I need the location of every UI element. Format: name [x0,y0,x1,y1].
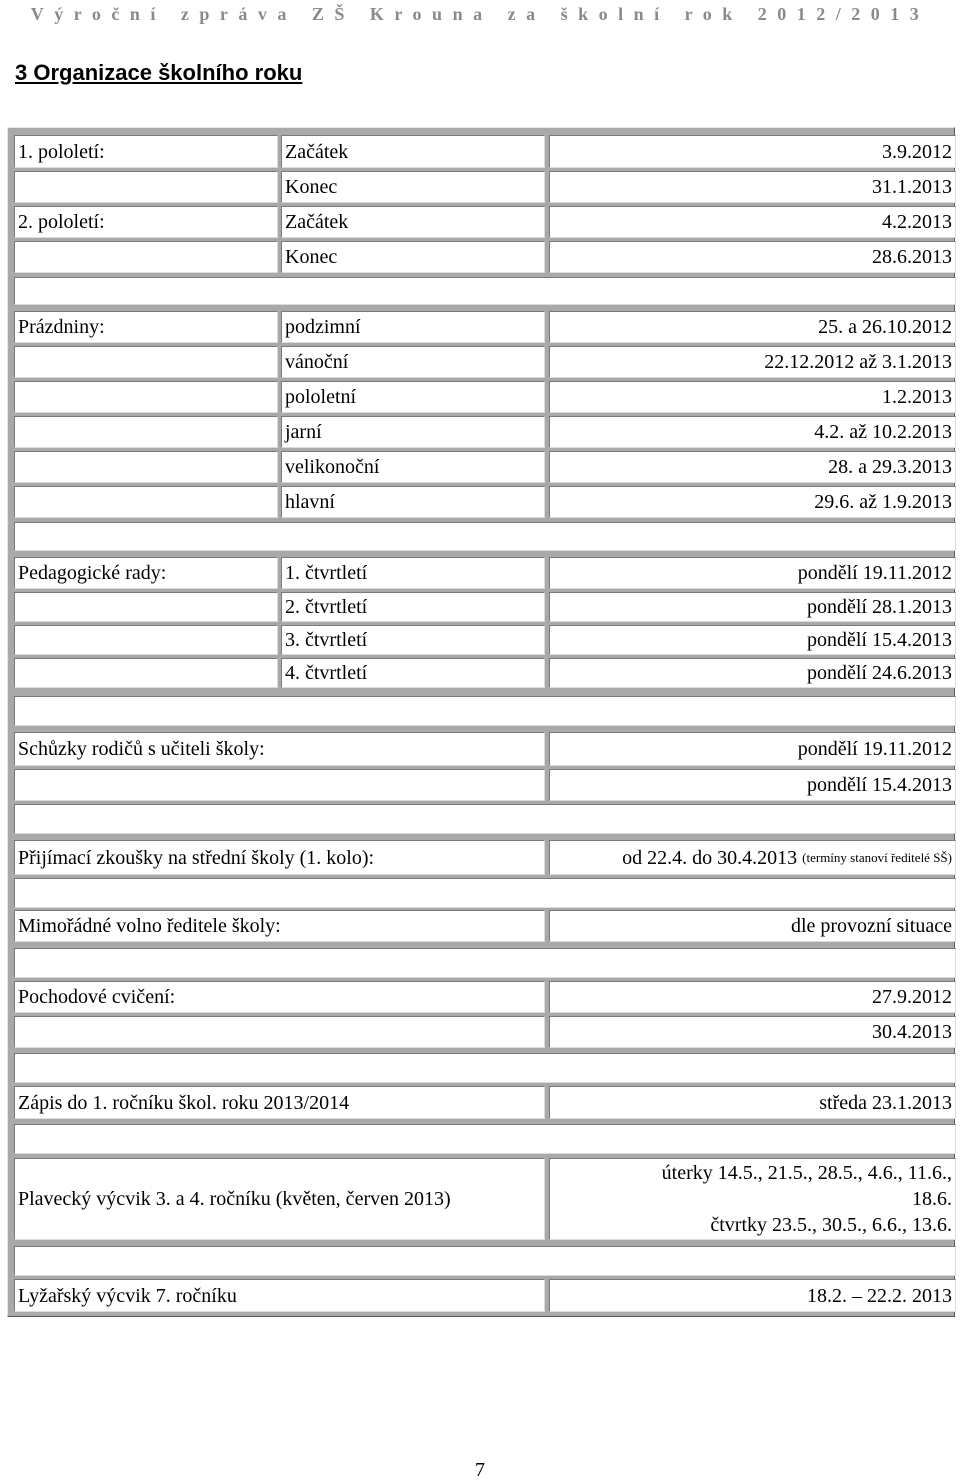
plavecky-line-1: úterky 14.5., 21.5., 28.5., 4.6., 11.6., [661,1162,952,1184]
spacer-row [14,696,956,726]
pololeti-1-zacatek: Začátek [281,135,545,168]
prijimaci-note: (termíny stanoví ředitelé SŠ) [802,849,952,865]
empty-cell [14,486,278,518]
empty-cell [14,769,545,801]
prazdniny-hlavni: hlavní [281,486,545,518]
label-pochodove-cviceni: Pochodové cvičení: [14,981,545,1013]
label-plavecky-vycvik: Plavecký výcvik 3. a 4. ročníku (květen, červen 2013) [14,1158,545,1240]
prazdniny-podzimni-date: 25. a 26.10.2012 [549,311,956,343]
prazdniny-hlavni-date: 29.6. až 1.9.2013 [549,486,956,518]
spacer-row [14,1124,956,1154]
mimoradne-volno-value: dle provozní situace [549,910,956,942]
label-pololeti-1: 1. pololetí: [14,135,278,168]
prazdniny-pololetni: pololetní [281,381,545,413]
spacer-row [14,804,956,834]
pololeti-1-konec: Konec [281,171,545,203]
empty-cell [14,346,278,378]
zapis-date: středa 23.1.2013 [549,1086,956,1119]
rada-ctvrtleti-4-date: pondělí 24.6.2013 [549,658,956,688]
rada-ctvrtleti-3: 3. čtvrtletí [281,625,545,655]
pololeti-1-zacatek-date: 3.9.2012 [549,135,956,168]
rada-ctvrtleti-2: 2. čtvrtletí [281,592,545,622]
prazdniny-vanocni-date: 22.12.2012 až 3.1.2013 [549,346,956,378]
label-pedagogicke-rady: Pedagogické rady: [14,557,278,589]
running-header: Výroční zpráva ZŠ Krouna za školní rok 2012/2013 [30,4,930,24]
pochodove-date-1: 27.9.2012 [549,981,956,1013]
spacer-row [14,277,956,305]
rada-ctvrtleti-1-date: pondělí 19.11.2012 [549,557,956,589]
empty-cell [14,625,278,655]
pololeti-2-konec-date: 28.6.2013 [549,241,956,273]
spacer-row [14,878,956,908]
empty-cell [14,381,278,413]
section-title: 3 Organizace školního roku [15,60,303,85]
label-mimoradne-volno: Mimořádné volno ředitele školy: [14,910,545,942]
spacer-row [14,1053,956,1083]
plavecky-line-2: 18.6. [912,1188,952,1210]
pololeti-2-konec: Konec [281,241,545,273]
prazdniny-pololetni-date: 1.2.2013 [549,381,956,413]
pololeti-2-zacatek-date: 4.2.2013 [549,206,956,238]
rada-ctvrtleti-2-date: pondělí 28.1.2013 [549,592,956,622]
empty-cell [14,241,278,273]
school-year-organization-table [7,127,955,1317]
prijimaci-date-text: od 22.4. do 30.4.2013 [622,846,798,869]
plavecky-vycvik-dates [549,1158,956,1240]
empty-cell [14,416,278,448]
pololeti-1-konec-date: 31.1.2013 [549,171,956,203]
schuzky-date-1: pondělí 19.11.2012 [549,732,956,766]
empty-cell [14,1016,545,1048]
pochodove-date-2: 30.4.2013 [549,1016,956,1048]
prazdniny-jarni: jarní [281,416,545,448]
spacer-row [14,522,956,551]
empty-cell [14,451,278,483]
prijimaci-zkousky-date [549,840,956,875]
label-zapis: Zápis do 1. ročníku škol. roku 2013/2014 [14,1086,545,1119]
label-schuzky-rodicu: Schůzky rodičů s učiteli školy: [14,732,545,766]
lyzarsky-vycvik-date: 18.2. – 22.2. 2013 [549,1279,956,1312]
label-pololeti-2: 2. pololetí: [14,206,278,238]
page-number: 7 [475,1459,485,1481]
empty-cell [14,171,278,203]
prazdniny-jarni-date: 4.2. až 10.2.2013 [549,416,956,448]
prazdniny-velikonocni-date: 28. a 29.3.2013 [549,451,956,483]
schuzky-date-2: pondělí 15.4.2013 [549,769,956,801]
plavecky-line-3: čtvrtky 23.5., 30.5., 6.6., 13.6. [710,1214,952,1236]
rada-ctvrtleti-3-date: pondělí 15.4.2013 [549,625,956,655]
prazdniny-velikonocni: velikonoční [281,451,545,483]
prazdniny-vanocni: vánoční [281,346,545,378]
rada-ctvrtleti-1: 1. čtvrtletí [281,557,545,589]
spacer-row [14,948,956,978]
label-prazdniny: Prázdniny: [14,311,278,343]
label-lyzarsky-vycvik: Lyžařský výcvik 7. ročníku [14,1279,545,1312]
prazdniny-podzimni: podzimní [281,311,545,343]
pololeti-2-zacatek: Začátek [281,206,545,238]
empty-cell [14,592,278,622]
label-prijimaci-zkousky: Přijímací zkoušky na střední školy (1. kolo): [14,840,545,875]
rada-ctvrtleti-4: 4. čtvrtletí [281,658,545,688]
empty-cell [14,658,278,688]
spacer-row [14,1246,956,1276]
